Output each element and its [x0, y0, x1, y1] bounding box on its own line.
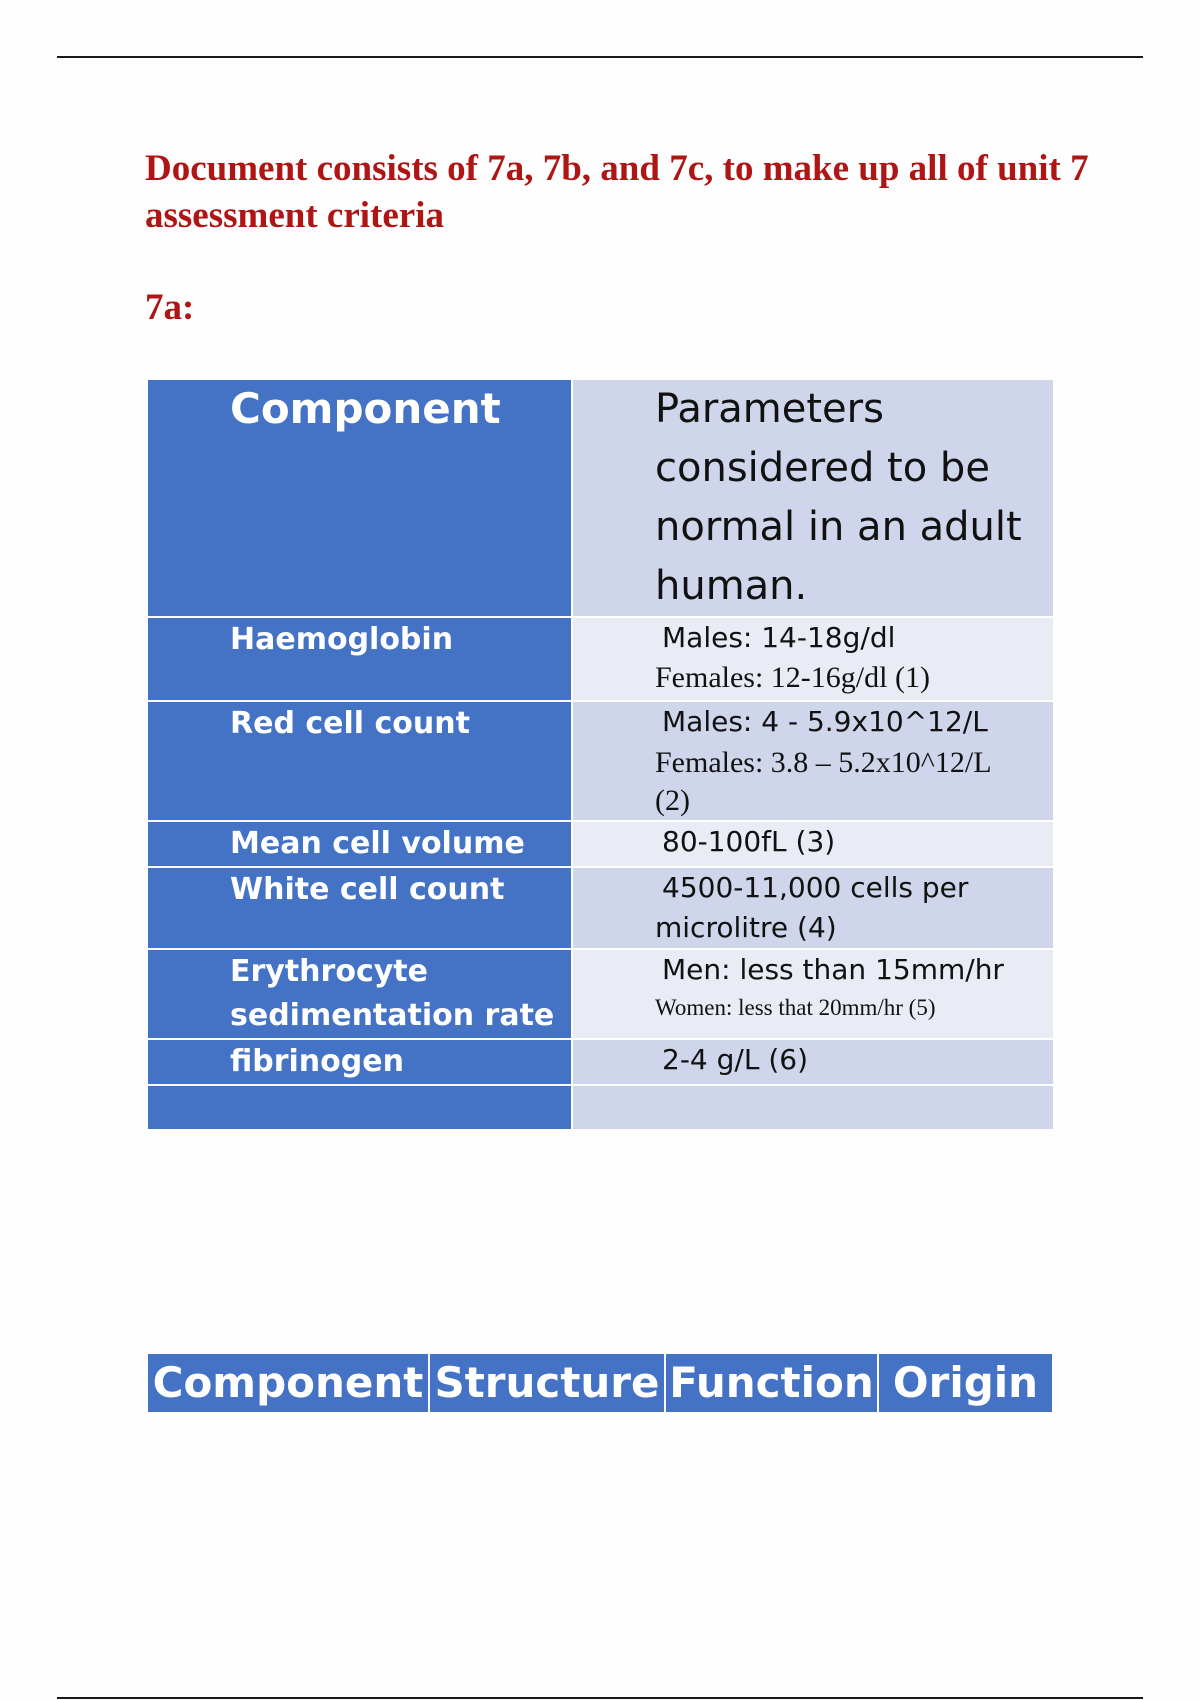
value-line: Females: 12-16g/dl (1)	[655, 661, 930, 694]
top-rule	[57, 56, 1143, 58]
header-origin: Origin	[878, 1353, 1053, 1413]
row-component: Haemoglobin	[147, 617, 572, 701]
header-function: Function	[665, 1353, 878, 1413]
row-component: Mean cell volume	[147, 821, 572, 867]
value-line: 4500-11,000 cells per	[662, 871, 969, 904]
value-line: Males: 4 - 5.9x10^12/L	[662, 705, 988, 738]
document-title: Document consists of 7a, 7b, and 7c, to make up all of unit 7 assessment criteria	[145, 148, 1089, 236]
table-row	[147, 617, 1054, 701]
value-line: Females: 3.8 – 5.2x10^12/L (2)	[655, 746, 991, 817]
table-row	[147, 867, 1054, 949]
value-line: Men: less than 15mm/hr	[662, 953, 1004, 986]
row-value	[572, 821, 1054, 867]
value-line: Males: 14-18g/dl	[662, 621, 896, 654]
row-component: White cell count	[147, 867, 572, 949]
row-value	[572, 701, 1054, 821]
blood-parameters-table	[146, 378, 1055, 1131]
value-line: Women: less that 20mm/hr (5)	[655, 995, 936, 1020]
value-line: 80-100fL (3)	[662, 825, 836, 858]
table-header-row	[147, 1353, 1053, 1413]
row-component: Erythrocyte sedimentation rate	[147, 949, 572, 1039]
header-parameters: Parameters considered to be normal in an adult human.	[572, 379, 1054, 617]
row-component	[147, 1085, 572, 1130]
row-component: Red cell count	[147, 701, 572, 821]
table-row	[147, 701, 1054, 821]
row-value	[572, 867, 1054, 949]
table-row	[147, 949, 1054, 1039]
row-value	[572, 1039, 1054, 1085]
row-value	[572, 617, 1054, 701]
header-structure: Structure	[429, 1353, 665, 1413]
section-heading: 7a:	[145, 287, 195, 328]
header-component: Component	[147, 1353, 429, 1413]
value-line: 2-4 g/L (6)	[662, 1043, 809, 1076]
component-structure-table	[146, 1352, 1054, 1414]
header-component: Component	[147, 379, 572, 617]
table-row	[147, 821, 1054, 867]
row-value	[572, 1085, 1054, 1130]
table-row	[147, 1039, 1054, 1085]
table-header-row	[147, 379, 1054, 617]
row-value	[572, 949, 1054, 1039]
bottom-rule	[57, 1697, 1143, 1699]
row-component: fibrinogen	[147, 1039, 572, 1085]
table-row	[147, 1085, 1054, 1130]
value-line: microlitre (4)	[655, 911, 837, 944]
